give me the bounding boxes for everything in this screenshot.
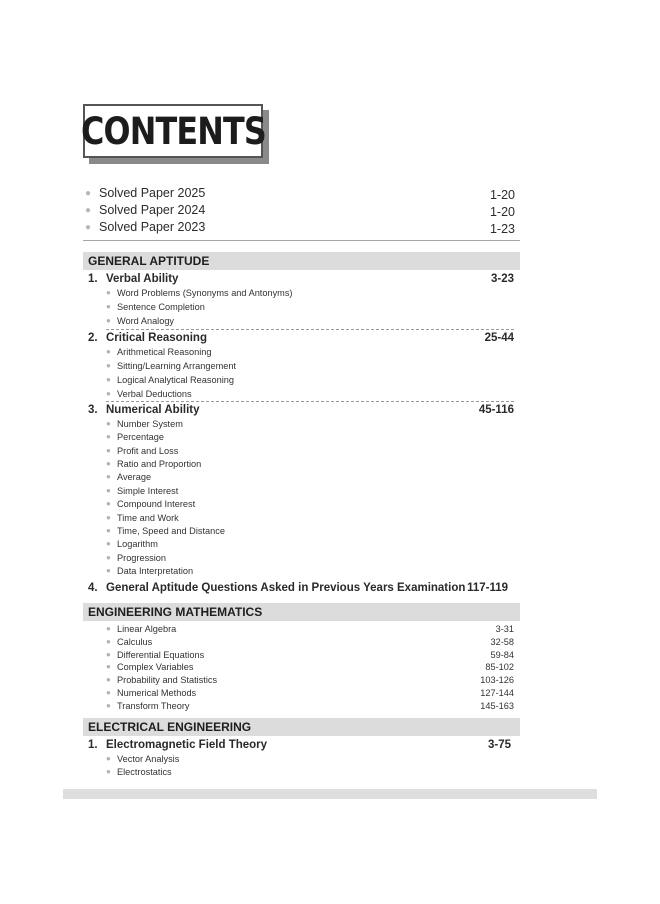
bullet-icon: ● [106, 637, 111, 646]
list-item [106, 553, 514, 566]
item-label: Logarithm [117, 539, 158, 549]
chapter-title: General Aptitude Questions Asked in Previous Years Examination [106, 582, 466, 594]
bullet-icon: ● [106, 459, 111, 468]
solved-paper-row [85, 186, 515, 203]
chapter-number: 1. [88, 273, 98, 285]
item-label: Linear Algebra [117, 624, 177, 634]
list-item [106, 486, 514, 499]
chapter-heading [88, 739, 511, 754]
item-label: Word Analogy [117, 316, 175, 326]
section-header-electrical-engineering: ELECTRICAL ENGINEERING [83, 718, 520, 736]
item-label: Data Interpretation [117, 566, 194, 576]
solved-paper-label: Solved Paper 2024 [99, 203, 206, 217]
chapter-pages: 3-75 [487, 739, 511, 751]
chapter-heading [88, 582, 508, 597]
bullet-icon: ● [106, 302, 111, 311]
list-item [106, 513, 514, 526]
list-item [106, 302, 514, 315]
item-label: Differential Equations [117, 650, 205, 660]
dashed-divider [106, 329, 514, 330]
item-pages: 85-102 [485, 662, 514, 672]
item-label: Complex Variables [117, 662, 194, 672]
chapter-title: Electromagnetic Field Theory [106, 739, 268, 751]
item-label: Time and Work [117, 513, 179, 523]
list-item [106, 637, 514, 650]
chapter-number: 1. [88, 739, 98, 751]
bullet-icon: ● [106, 624, 111, 633]
chapter-title: Numerical Ability [106, 404, 200, 416]
bullet-icon: ● [106, 675, 111, 684]
chapter-title: Verbal Ability [106, 273, 179, 285]
bullet-icon: ● [106, 288, 111, 297]
list-item [106, 432, 514, 445]
item-label: Vector Analysis [117, 754, 180, 764]
list-item [106, 419, 514, 432]
chapter-heading [88, 332, 514, 347]
bullet-icon: ● [106, 432, 111, 441]
item-label: Profit and Loss [117, 446, 179, 456]
bullet-icon: ● [106, 539, 111, 548]
bullet-icon: ● [106, 688, 111, 697]
item-label: Sentence Completion [117, 302, 205, 312]
item-label: Electrostatics [117, 767, 172, 777]
item-pages: 32-58 [490, 637, 514, 647]
chapter-pages: 3-23 [490, 273, 514, 285]
bullet-icon: ● [106, 446, 111, 455]
item-label: Simple Interest [117, 486, 179, 496]
list-item [106, 459, 514, 472]
bullet-icon: ● [106, 526, 111, 535]
item-label: Average [117, 472, 152, 482]
bullet-icon: ● [106, 701, 111, 710]
page-title: CONTENTS [80, 109, 266, 153]
list-item [106, 754, 514, 767]
list-item [106, 375, 514, 388]
item-pages: 145-163 [480, 701, 514, 711]
bullet-icon: ● [85, 188, 92, 199]
list-item [106, 499, 514, 512]
bullet-icon: ● [106, 347, 111, 356]
chapter-heading [88, 273, 514, 288]
contents-title-box [80, 104, 267, 162]
bullet-icon: ● [106, 375, 111, 384]
list-item [106, 701, 514, 714]
bullet-icon: ● [106, 513, 111, 522]
dashed-divider [106, 401, 514, 402]
item-label: Ratio and Proportion [117, 459, 202, 469]
item-label: Probability and Statistics [117, 675, 218, 685]
item-label: Percentage [117, 432, 164, 442]
list-item [106, 662, 514, 675]
list-item [106, 767, 514, 780]
section-header-general-aptitude: GENERAL APTITUDE [83, 252, 520, 270]
bullet-icon: ● [106, 754, 111, 763]
list-item [106, 361, 514, 374]
solved-paper-label: Solved Paper 2025 [99, 186, 206, 200]
solved-paper-label: Solved Paper 2023 [99, 220, 206, 234]
bullet-icon: ● [106, 389, 111, 398]
item-label: Logical Analytical Reasoning [117, 375, 234, 385]
list-item [106, 624, 514, 637]
item-pages: 103-126 [480, 675, 514, 685]
item-pages: 59-84 [490, 650, 514, 660]
bullet-icon: ● [106, 499, 111, 508]
list-item [106, 526, 514, 539]
list-item [106, 316, 514, 329]
chapter-pages: 117-119 [467, 582, 508, 594]
item-label: Transform Theory [117, 701, 190, 711]
solved-paper-pages: 1-23 [489, 222, 515, 236]
title-frame [80, 104, 266, 158]
list-item [106, 566, 514, 579]
page-bottom-bar [63, 789, 597, 799]
chapter-pages: 25-44 [484, 332, 514, 344]
chapter-title: Critical Reasoning [106, 332, 207, 344]
solved-paper-row [85, 220, 515, 237]
item-label: Number System [117, 419, 183, 429]
solved-paper-row [85, 203, 515, 220]
item-label: Calculus [117, 637, 153, 647]
section-header-engineering-mathematics: ENGINEERING MATHEMATICS [83, 603, 520, 621]
chapter-number: 4. [88, 582, 98, 594]
bullet-icon: ● [106, 662, 111, 671]
solved-paper-pages: 1-20 [489, 188, 515, 202]
item-label: Sitting/Learning Arrangement [117, 361, 237, 371]
bullet-icon: ● [106, 361, 111, 370]
list-item [106, 288, 514, 301]
chapter-pages: 45-116 [478, 404, 514, 416]
bullet-icon: ● [85, 222, 92, 233]
item-label: Time, Speed and Distance [117, 526, 225, 536]
list-item [106, 347, 514, 360]
bullet-icon: ● [106, 553, 111, 562]
list-item [106, 688, 514, 701]
bullet-icon: ● [106, 316, 111, 325]
divider [83, 240, 520, 241]
list-item [106, 446, 514, 459]
item-pages: 3-31 [495, 624, 514, 634]
item-label: Compound Interest [117, 499, 196, 509]
chapter-heading [88, 404, 514, 419]
item-label: Word Problems (Synonyms and Antonyms) [117, 288, 293, 298]
item-label: Progression [117, 553, 167, 563]
item-label: Numerical Methods [117, 688, 197, 698]
list-item [106, 472, 514, 485]
list-item [106, 675, 514, 688]
solved-paper-pages: 1-20 [489, 205, 515, 219]
bullet-icon: ● [106, 566, 111, 575]
chapter-number: 2. [88, 332, 98, 344]
list-item [106, 539, 514, 552]
item-label: Arithmetical Reasoning [117, 347, 212, 357]
chapter-number: 3. [88, 404, 98, 416]
item-pages: 127-144 [480, 688, 514, 698]
bullet-icon: ● [106, 650, 111, 659]
bullet-icon: ● [106, 419, 111, 428]
bullet-icon: ● [106, 767, 111, 776]
item-label: Verbal Deductions [117, 389, 192, 399]
bullet-icon: ● [106, 486, 111, 495]
bullet-icon: ● [85, 205, 92, 216]
bullet-icon: ● [106, 472, 111, 481]
